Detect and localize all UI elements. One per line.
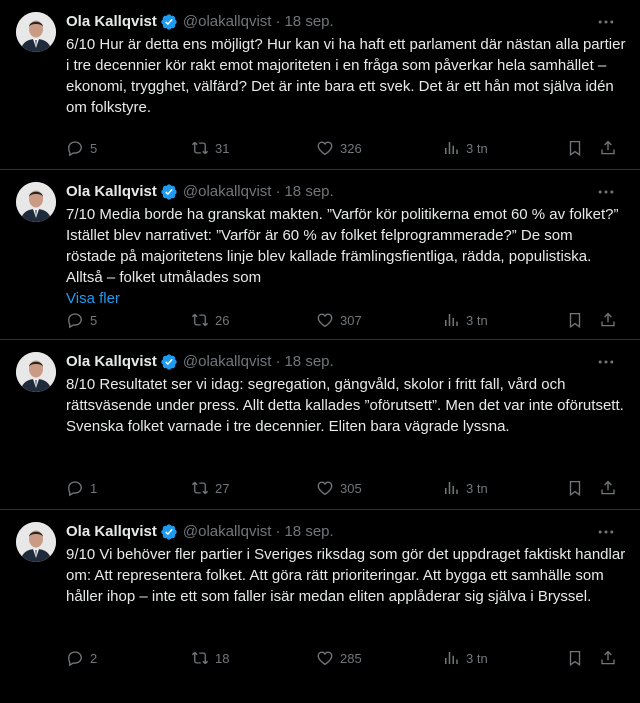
tweet[interactable] xyxy=(0,510,640,703)
heart-icon xyxy=(316,649,334,667)
reply-count: 5 xyxy=(90,140,98,156)
like-count: 307 xyxy=(340,312,362,328)
retweet-button[interactable] xyxy=(191,139,229,157)
tweet-date[interactable]: 18 sep. xyxy=(284,13,334,30)
reply-count: 5 xyxy=(90,312,98,328)
tweet-actions xyxy=(66,308,630,332)
bookmark-button[interactable] xyxy=(566,649,584,667)
reply-button[interactable] xyxy=(66,649,97,667)
tweet-date[interactable]: 18 sep. xyxy=(284,353,334,370)
retweet-icon xyxy=(191,479,209,497)
reply-icon xyxy=(66,311,84,329)
heart-icon xyxy=(316,311,334,329)
show-more-link[interactable]: Visa fler xyxy=(66,290,120,307)
retweet-button[interactable] xyxy=(191,311,229,329)
retweet-button[interactable] xyxy=(191,649,229,667)
verified-badge-icon xyxy=(160,183,178,201)
tweet-text: 8/10 Resultatet ser vi idag: segregation, gängvåld, skolor i fritt fall, vård och rättsväsende under press. Allt detta kallades ”oförutsett”. Men det var inte oförutsett. Svenska folket varnade i tre decennier. Eliten bara vägrade lyssna. xyxy=(66,376,628,435)
like-count: 285 xyxy=(340,650,362,666)
views-button[interactable] xyxy=(442,139,488,157)
bookmark-icon xyxy=(566,311,584,329)
reply-button[interactable] xyxy=(66,311,97,329)
verified-badge-icon xyxy=(160,523,178,541)
tweet-text: 6/10 Hur är detta ens möjligt? Hur kan vi ha haft ett parlament där nästan alla partier i tre decennier kör rakt emot majoriteten i en fråga som påverkar hela samhället – ekonomi, trygghet, välfärd? Det är inte bara ett svek. Det är ett hån mot själva idén om folkstyre. xyxy=(66,36,630,116)
retweet-count: 27 xyxy=(215,480,230,496)
more-options-icon[interactable] xyxy=(596,12,616,32)
views-icon xyxy=(442,311,460,329)
tweet-date[interactable]: 18 sep. xyxy=(284,183,334,200)
author-name[interactable]: Ola Kallqvist xyxy=(66,183,157,200)
tweet-text: 9/10 Vi behöver fler partier i Sveriges riksdag som gör det uppdraget faktiskt handlar om: Att representera folket. Att göra rätt prioriteringar. Att bygga ett samhälle som håller ihop – inte ett som faller isär medan eliten applåderar sig själva i Bryssel. xyxy=(66,546,630,605)
share-icon xyxy=(599,649,617,667)
retweet-icon xyxy=(191,649,209,667)
retweet-button[interactable] xyxy=(191,479,229,497)
share-icon xyxy=(599,311,617,329)
author-handle[interactable]: @olakallqvist xyxy=(182,183,272,200)
like-button[interactable] xyxy=(316,139,362,157)
bookmark-icon xyxy=(566,649,584,667)
retweet-count: 26 xyxy=(215,312,230,328)
share-button[interactable] xyxy=(599,479,617,497)
avatar[interactable] xyxy=(16,182,56,222)
like-button[interactable] xyxy=(316,311,362,329)
tweet-actions xyxy=(66,646,630,670)
share-button[interactable] xyxy=(599,649,617,667)
views-icon xyxy=(442,649,460,667)
reply-button[interactable] xyxy=(66,479,97,497)
tweet-header xyxy=(66,522,626,542)
tweet-actions xyxy=(66,476,630,500)
tweet[interactable] xyxy=(0,0,640,170)
author-name[interactable]: Ola Kallqvist xyxy=(66,13,157,30)
author-handle[interactable]: @olakallqvist xyxy=(182,523,272,540)
separator: · xyxy=(275,353,281,370)
more-options-icon[interactable] xyxy=(596,522,616,542)
tweet-actions xyxy=(66,136,630,160)
avatar[interactable] xyxy=(16,522,56,562)
tweet-content xyxy=(66,352,626,437)
bookmark-button[interactable] xyxy=(566,479,584,497)
retweet-count: 18 xyxy=(215,650,230,666)
tweet-content xyxy=(66,522,630,607)
tweet-header xyxy=(66,182,626,202)
author-name[interactable]: Ola Kallqvist xyxy=(66,523,157,540)
views-icon xyxy=(442,479,460,497)
avatar[interactable] xyxy=(16,352,56,392)
verified-badge-icon xyxy=(160,353,178,371)
views-button[interactable] xyxy=(442,479,488,497)
author-handle[interactable]: @olakallqvist xyxy=(182,353,272,370)
author-handle[interactable]: @olakallqvist xyxy=(182,13,272,30)
views-count: 3 tn xyxy=(466,650,488,666)
separator: · xyxy=(275,13,281,30)
tweet-text: 7/10 Media borde ha granskat makten. ”Varför kör politikerna emot 60 % av folket?” Istället blev narrativet: ”Varför är 60 % av folket felprogrammerade?” De som röstade på majoritetens linje blev kallade främlingsfientliga, rädda, populistiska. Alltså – folket utmålades som xyxy=(66,206,623,286)
bookmark-icon xyxy=(566,139,584,157)
bookmark-button[interactable] xyxy=(566,139,584,157)
share-icon xyxy=(599,139,617,157)
views-count: 3 tn xyxy=(466,140,488,156)
verified-badge-icon xyxy=(160,13,178,31)
tweet-content xyxy=(66,12,630,118)
like-button[interactable] xyxy=(316,649,362,667)
heart-icon xyxy=(316,479,334,497)
reply-icon xyxy=(66,649,84,667)
share-button[interactable] xyxy=(599,311,617,329)
like-count: 305 xyxy=(340,480,362,496)
like-button[interactable] xyxy=(316,479,362,497)
tweet[interactable] xyxy=(0,340,640,510)
heart-icon xyxy=(316,139,334,157)
author-name[interactable]: Ola Kallqvist xyxy=(66,353,157,370)
bookmark-icon xyxy=(566,479,584,497)
share-button[interactable] xyxy=(599,139,617,157)
tweet-date[interactable]: 18 sep. xyxy=(284,523,334,540)
reply-count: 2 xyxy=(90,650,98,666)
share-icon xyxy=(599,479,617,497)
separator: · xyxy=(275,183,281,200)
more-options-icon[interactable] xyxy=(596,182,616,202)
like-count: 326 xyxy=(340,140,362,156)
views-count: 3 tn xyxy=(466,480,488,496)
separator: · xyxy=(275,523,281,540)
reply-icon xyxy=(66,139,84,157)
views-button[interactable] xyxy=(442,649,488,667)
tweet[interactable] xyxy=(0,170,640,340)
tweet-header xyxy=(66,12,626,32)
views-icon xyxy=(442,139,460,157)
reply-icon xyxy=(66,479,84,497)
reply-button[interactable] xyxy=(66,139,97,157)
bookmark-button[interactable] xyxy=(566,311,584,329)
views-button[interactable] xyxy=(442,311,488,329)
more-options-icon[interactable] xyxy=(596,352,616,372)
views-count: 3 tn xyxy=(466,312,488,328)
retweet-icon xyxy=(191,311,209,329)
tweet-content xyxy=(66,182,626,309)
reply-count: 1 xyxy=(90,480,98,496)
retweet-count: 31 xyxy=(215,140,230,156)
avatar[interactable] xyxy=(16,12,56,52)
retweet-icon xyxy=(191,139,209,157)
tweet-header xyxy=(66,352,626,372)
